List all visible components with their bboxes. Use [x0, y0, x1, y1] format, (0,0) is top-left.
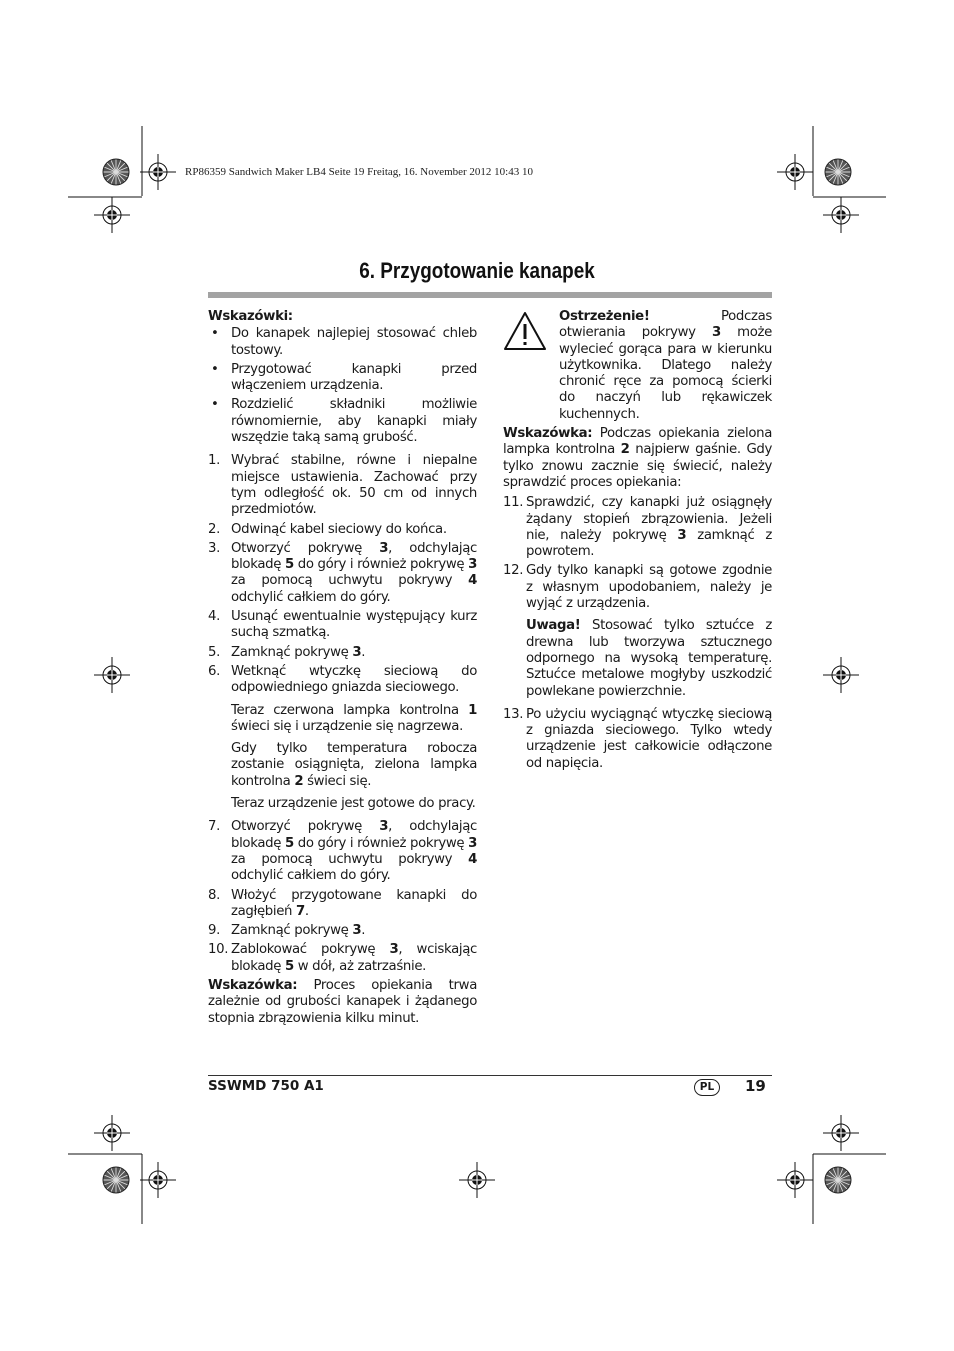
registration-mark-icon	[823, 657, 859, 693]
step-item: 7. Otworzyć pokrywę 3, odchylając blokadę 5 do góry i również pokrywę 3 za pomocą uchwytu pokrywy 4 odchylić całkiem do góry.	[208, 819, 477, 884]
list-item: • Do kanapek najlepiej stosować chleb tostowy.	[208, 326, 477, 359]
color-wheel-icon	[825, 1167, 851, 1193]
warning-block: Ostrzeżenie! Podczas otwierania pokrywy 3 może wylecieć gorąca para w kierunku użytkownika. Dlatego należy chronić ręce za pomocą ścierki do naczyń lub rękawiczek kuchennych.	[503, 309, 772, 423]
step-item: 5. Zamknąć pokrywę 3.	[208, 644, 366, 660]
step-note: Gdy tylko temperatura robocza zostanie osiągnięta, zielona lampka kontrolna 2 świeci się.	[231, 741, 477, 789]
color-wheel-icon	[103, 159, 129, 185]
left-column	[208, 309, 477, 1030]
note-paragraph: Wskazówka: Podczas opiekania zielona lampka kontrolna 2 najpierw gaśnie. Gdy tylko znowu zacznie się świecić, należy sprawdzić proces opiekania:	[503, 426, 773, 490]
registration-mark-icon	[823, 1115, 859, 1151]
right-column	[503, 309, 772, 775]
step-item: 9. Zamknąć pokrywę 3.	[208, 923, 366, 939]
color-wheel-icon	[825, 159, 851, 185]
registration-mark-icon	[777, 154, 813, 190]
warning-triangle-icon	[503, 309, 559, 423]
list-item: • Rozdzielić składniki możliwie równomiernie, aby kanapki miały wszędzie taką samą grubość.	[208, 397, 477, 446]
registration-mark-icon	[94, 657, 130, 693]
language-badge: PL	[694, 1079, 720, 1096]
registration-mark-icon	[777, 1162, 813, 1198]
step-item: 2. Odwinąć kabel sieciowy do końca.	[208, 521, 447, 537]
caution-note: Uwaga! Stosować tylko sztućce z drewna lub tworzywa sztucznego odpornego na wysoką temperaturę. Sztućce metalowe mogłyby uszkodzić powlekane powierzchnie.	[526, 618, 772, 699]
registration-mark-icon	[94, 197, 130, 233]
bullet-icon: •	[211, 326, 219, 342]
step-note: Teraz urządzenie jest gotowe do pracy.	[231, 796, 476, 812]
step-item: 3. Otworzyć pokrywę 3, odchylając blokadę 5 do góry i również pokrywę 3 za pomocą uchwytu pokrywy 4 odchylić całkiem do góry.	[208, 540, 477, 605]
notes-heading: Wskazówki:	[208, 309, 293, 324]
registration-mark-icon	[823, 197, 859, 233]
color-wheel-icon	[103, 1167, 129, 1193]
step-item: 4. Usunąć ewentualnie występujący kurz suchą szmatką.	[208, 609, 477, 641]
footer-rule	[208, 1075, 772, 1076]
page-title: 6. Przygotowanie kanapek	[359, 258, 595, 283]
step-item: 8. Włożyć przygotowane kanapki do zagłębień 7.	[208, 887, 477, 919]
step-note: Teraz czerwona lampka kontrolna 1 świeci się i urządzenie się nagrzewa.	[231, 702, 477, 734]
bullet-icon: •	[211, 397, 219, 413]
registration-mark-icon	[459, 1162, 495, 1198]
step-item: 6. Wetknąć wtyczkę sieciową do odpowiedniego gniazda sieciowego. Teraz czerwona lampka kontrolna 1 świeci się i urządzenie się nagrzewa. Gdy tylko temperatura robocza zostanie osiągnięta, zielona lampka kontrolna 2 świeci się. Teraz urządzenie jest gotowe do pracy.	[208, 663, 477, 812]
print-slug: RP86359 Sandwich Maker LB4 Seite 19 Freitag, 16. November 2012 10:43 10	[185, 166, 533, 178]
title-underline	[208, 292, 772, 298]
model-number: SSWMD 750 A1	[208, 1078, 324, 1094]
step-item: 11. Sprawdzić, czy kanapki już osiągnęły żądany stopień zbrązowienia. Jeżeli nie, należy pokrywę 3 zamknąć z powrotem.	[503, 495, 772, 560]
step-item: 1. Wybrać stabilne, równe i niepalne miejsce ustawienia. Zachować przy tym odległość ok. 50 cm od innych przedmiotów.	[208, 453, 477, 518]
page-number: 19	[745, 1077, 766, 1095]
step-item: 12. Gdy tylko kanapki są gotowe zgodnie z własnym upodobaniem, należy je wyjąć z urządzenia. Uwaga! Stosować tylko sztućce z drewna lub tworzywa sztucznego odpornego na wysoką temperaturę. Sztućce metalowe mogłyby uszkodzić powlekane powierzchnie.	[503, 563, 772, 699]
registration-mark-icon	[94, 1115, 130, 1151]
bullet-icon: •	[211, 361, 219, 377]
note-paragraph: Wskazówka: Proces opiekania trwa zależnie od grubości kanapek i żądanego stopnia zbrązowienia kilku minut.	[208, 977, 477, 1026]
list-item: • Przygotować kanapki przed włączeniem urządzenia.	[208, 362, 477, 395]
registration-mark-icon	[140, 1162, 176, 1198]
step-item: 10. Zablokować pokrywę 3, wciskając blokadę 5 w dół, aż zatrzaśnie.	[208, 942, 477, 974]
registration-mark-icon	[140, 154, 176, 190]
step-item: 13. Po użyciu wyciągnąć wtyczkę sieciową z gniazda sieciowego. Tylko wtedy urządzenie jest całkowicie odłączone od napięcia.	[503, 706, 772, 771]
